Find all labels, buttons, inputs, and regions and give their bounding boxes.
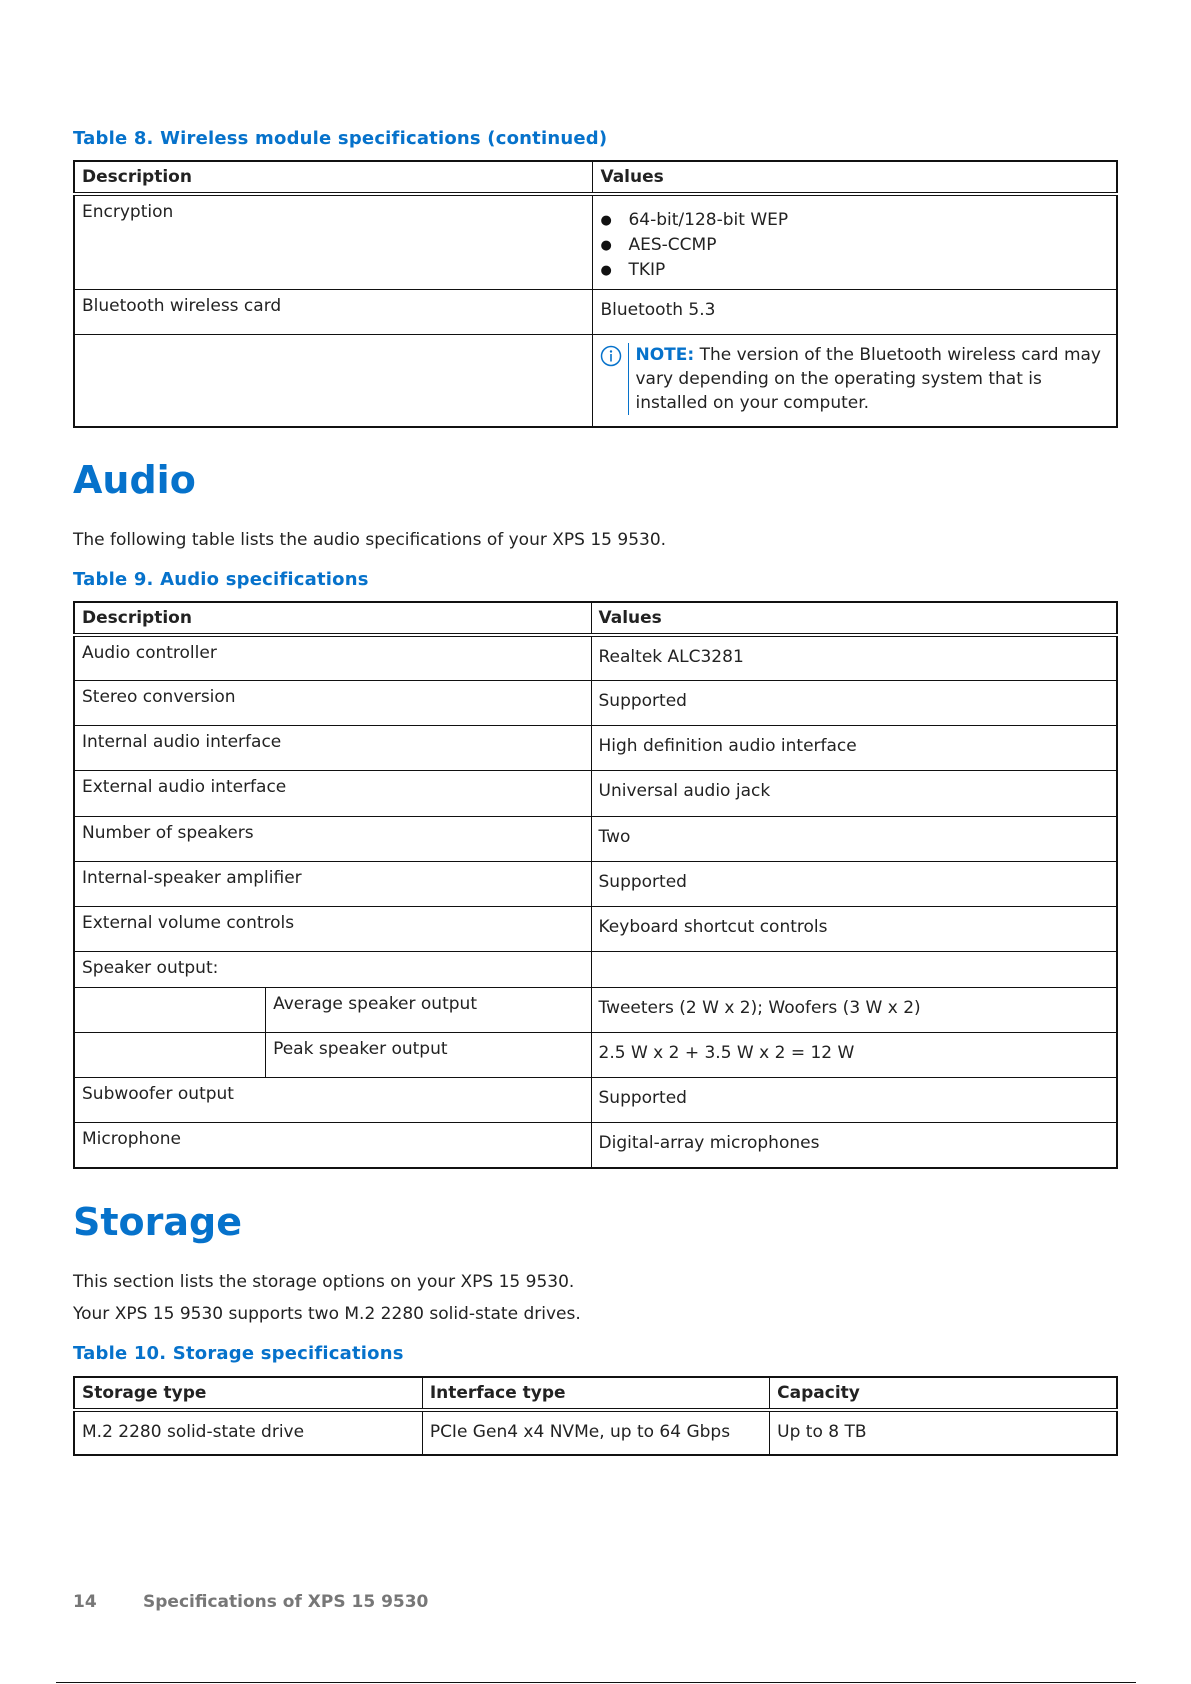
table-row	[74, 861, 1117, 906]
table10-header-storage-type: Storage type	[74, 1377, 422, 1410]
row-label: External audio interface	[74, 770, 591, 816]
storage-intro-1: This section lists the storage options on your XPS 15 9530.	[73, 1272, 575, 1292]
storage-intro-2: Your XPS 15 9530 supports two M.2 2280 solid-state drives.	[73, 1304, 581, 1324]
note-body: The version of the Bluetooth wireless card may vary depending on the operating system that is installed on your computer.	[635, 345, 1101, 413]
table-row	[74, 635, 1117, 680]
table9	[73, 601, 1118, 1169]
encryption-values	[593, 194, 1117, 290]
note-cell	[593, 335, 1117, 427]
row-value: Supported	[591, 680, 1117, 725]
table9-header-values: Values	[591, 602, 1117, 635]
speaker-output-label: Speaker output:	[74, 951, 591, 987]
audio-intro: The following table lists the audio specifications of your XPS 15 9530.	[73, 530, 667, 550]
table-row	[74, 1032, 1117, 1077]
table8	[73, 160, 1118, 428]
storage-heading: Storage	[73, 1200, 242, 1244]
table-row	[74, 951, 1117, 987]
row-value: Universal audio jack	[591, 770, 1117, 816]
interface-type-cell: PCIe Gen4 x4 NVMe, up to 64 Gbps	[422, 1410, 769, 1455]
table8-header-description: Description	[74, 161, 593, 194]
table-row	[74, 1410, 1117, 1455]
row-value: Keyboard shortcut controls	[591, 906, 1117, 951]
table10-header-interface-type: Interface type	[422, 1377, 769, 1410]
audio-heading: Audio	[73, 458, 196, 502]
table10-caption: Table 10. Storage specifications	[73, 1343, 404, 1364]
row-value: Supported	[591, 861, 1117, 906]
row-value: Digital-array microphones	[591, 1122, 1117, 1168]
row-label: Number of speakers	[74, 816, 591, 861]
row-value: Two	[591, 816, 1117, 861]
row-label: Audio controller	[74, 635, 591, 680]
row-label: External volume controls	[74, 906, 591, 951]
footer-divider	[56, 1682, 1136, 1683]
empty-cell	[74, 335, 593, 427]
info-icon	[600, 345, 622, 367]
table-row	[74, 1122, 1117, 1168]
table-row	[74, 987, 1117, 1032]
row-label: Internal audio interface	[74, 725, 591, 770]
list-item: ● AES-CCMP	[600, 233, 1109, 258]
table8-header-values: Values	[593, 161, 1117, 194]
row-label: Stereo conversion	[74, 680, 591, 725]
empty-cell	[74, 987, 266, 1032]
table9-header-description: Description	[74, 602, 591, 635]
row-label: Subwoofer output	[74, 1077, 591, 1122]
table-row	[74, 1077, 1117, 1122]
encryption-label: Encryption	[74, 194, 593, 290]
note-text	[628, 343, 1109, 415]
empty-cell	[591, 951, 1117, 987]
table10-header-capacity: Capacity	[770, 1377, 1117, 1410]
note-label: NOTE:	[635, 345, 695, 365]
list-item: ● TKIP	[600, 258, 1109, 283]
storage-type-cell: M.2 2280 solid-state drive	[74, 1410, 422, 1455]
row-label: Average speaker output	[266, 987, 591, 1032]
row-value: High definition audio interface	[591, 725, 1117, 770]
table9-caption: Table 9. Audio specifications	[73, 569, 369, 590]
bluetooth-value: Bluetooth 5.3	[593, 290, 1117, 335]
row-label: Microphone	[74, 1122, 591, 1168]
list-item: ● 64-bit/128-bit WEP	[600, 208, 1109, 233]
table8-caption: Table 8. Wireless module specifications (continued)	[73, 128, 608, 149]
table-row	[74, 816, 1117, 861]
row-value: Tweeters (2 W x 2); Woofers (3 W x 2)	[591, 987, 1117, 1032]
row-value: Supported	[591, 1077, 1117, 1122]
bluetooth-label: Bluetooth wireless card	[74, 290, 593, 335]
page-number: 14	[73, 1592, 97, 1612]
capacity-cell: Up to 8 TB	[770, 1410, 1117, 1455]
table-row	[74, 680, 1117, 725]
table-row	[74, 906, 1117, 951]
row-label: Peak speaker output	[266, 1032, 591, 1077]
table-row	[74, 770, 1117, 816]
table10	[73, 1376, 1118, 1456]
row-label: Internal-speaker amplifier	[74, 861, 591, 906]
empty-cell	[74, 1032, 266, 1077]
note	[600, 341, 1109, 415]
row-value: Realtek ALC3281	[591, 635, 1117, 680]
page-footer	[73, 1592, 428, 1612]
table-row	[74, 725, 1117, 770]
footer-title: Specifications of XPS 15 9530	[143, 1592, 429, 1612]
row-value: 2.5 W x 2 + 3.5 W x 2 = 12 W	[591, 1032, 1117, 1077]
